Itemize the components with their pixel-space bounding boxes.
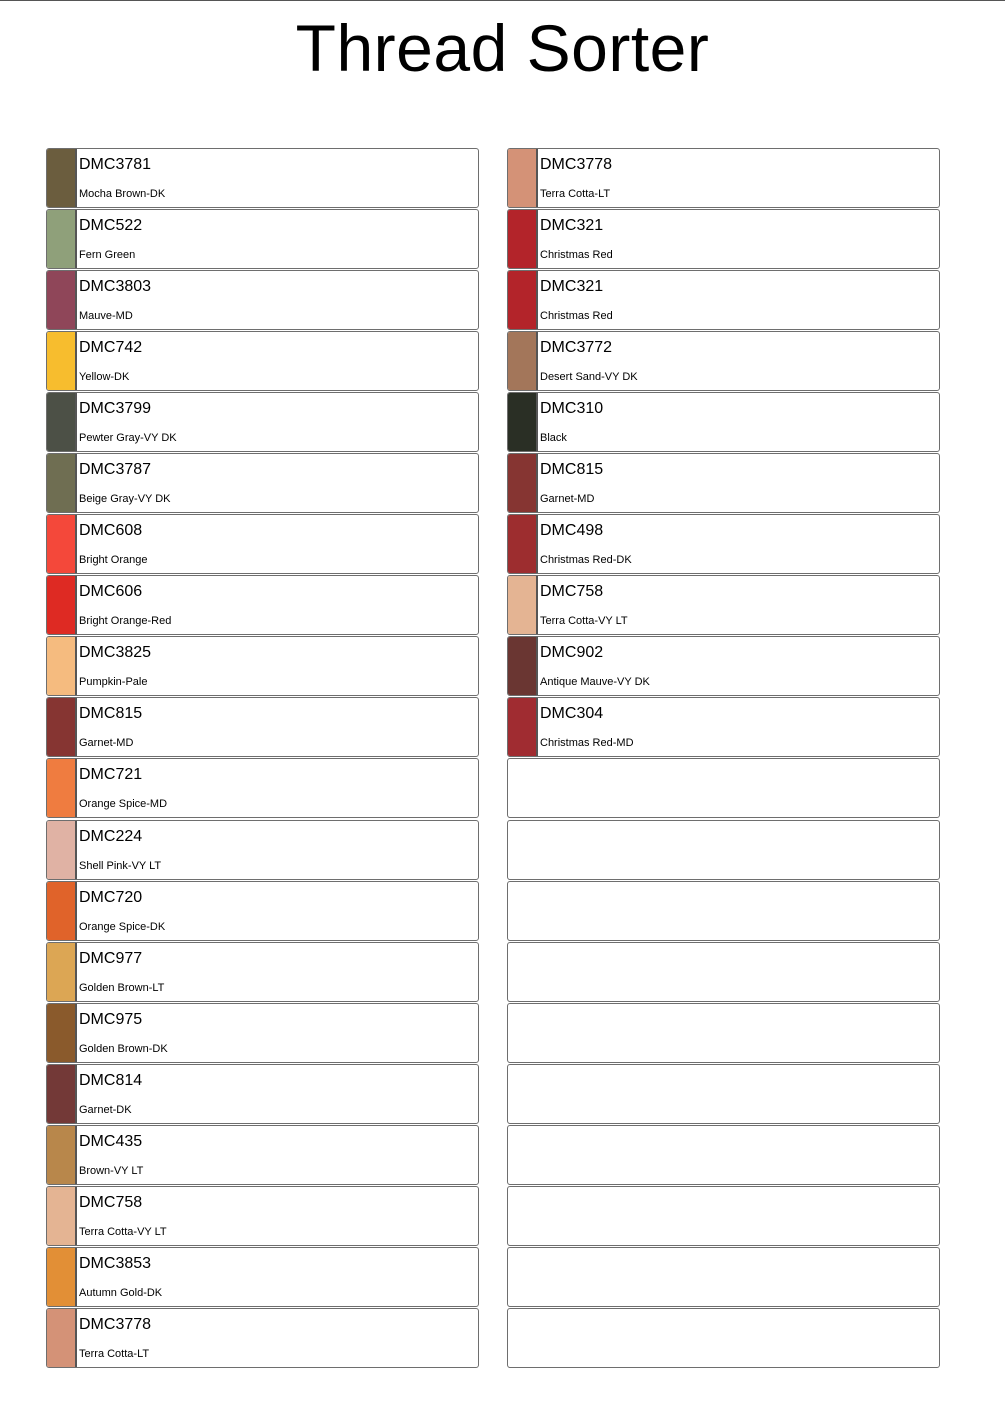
thread-label <box>77 454 478 512</box>
thread-code: DMC498 <box>540 522 604 540</box>
thread-name: Yellow-DK <box>79 371 130 384</box>
thread-color-swatch <box>47 393 77 451</box>
thread-name: Desert Sand-VY DK <box>540 371 638 384</box>
empty-thread-slot <box>507 1186 940 1246</box>
thread-color-swatch <box>47 1248 77 1306</box>
thread-slot <box>507 209 940 269</box>
thread-label <box>77 515 478 573</box>
thread-slot <box>507 575 940 635</box>
thread-color-swatch <box>508 698 538 756</box>
thread-color-swatch <box>508 576 538 634</box>
thread-color-swatch <box>47 515 77 573</box>
thread-slot <box>46 575 479 635</box>
thread-name: Beige Gray-VY DK <box>79 493 171 506</box>
thread-label <box>77 393 478 451</box>
thread-color-swatch <box>508 149 538 207</box>
thread-label <box>538 637 939 695</box>
thread-label <box>77 637 478 695</box>
thread-label <box>77 1065 478 1123</box>
thread-slot <box>507 270 940 330</box>
thread-code: DMC977 <box>79 949 143 967</box>
thread-list-right <box>507 148 940 1369</box>
thread-slot <box>46 1308 479 1368</box>
thread-slot <box>46 1247 479 1307</box>
thread-slot <box>507 453 940 513</box>
thread-color-swatch <box>508 515 538 573</box>
thread-code: DMC814 <box>79 1071 143 1089</box>
thread-label <box>77 882 478 940</box>
thread-slot <box>46 514 479 574</box>
thread-name: Christmas Red-DK <box>540 554 632 567</box>
thread-name: Antique Mauve-VY DK <box>540 676 650 689</box>
thread-slot <box>46 392 479 452</box>
thread-name: Terra Cotta-LT <box>540 188 611 200</box>
thread-slot <box>507 697 940 757</box>
empty-thread-slot <box>507 1064 940 1124</box>
thread-name: Terra Cotta-LT <box>79 1347 150 1360</box>
page-title: Thread Sorter <box>295 11 710 85</box>
thread-color-swatch <box>508 332 538 390</box>
thread-code: DMC3772 <box>540 339 613 357</box>
thread-name: Terra Cotta-VY LT <box>540 615 628 628</box>
thread-color-swatch <box>47 759 77 817</box>
thread-color-swatch <box>508 210 538 268</box>
thread-slot <box>46 881 479 941</box>
thread-label <box>77 576 478 634</box>
thread-label <box>77 332 478 390</box>
thread-name: Christmas Red <box>540 310 613 323</box>
thread-slot <box>46 1186 479 1246</box>
thread-slot <box>46 453 479 513</box>
thread-code: DMC902 <box>540 644 604 662</box>
thread-code: DMC758 <box>540 583 604 601</box>
thread-name: Pumpkin-Pale <box>79 676 148 689</box>
thread-name: Christmas Red <box>540 249 613 262</box>
thread-code: DMC742 <box>79 339 143 357</box>
thread-slot <box>507 392 940 452</box>
thread-color-swatch <box>47 882 77 940</box>
thread-color-swatch <box>508 393 538 451</box>
thread-slot <box>46 636 479 696</box>
thread-code: DMC321 <box>540 217 604 235</box>
empty-thread-slot <box>507 1003 940 1063</box>
thread-slot <box>507 331 940 391</box>
thread-slot <box>46 697 479 757</box>
empty-thread-slot <box>507 881 940 941</box>
thread-label <box>538 698 939 756</box>
thread-code: DMC3778 <box>79 1315 152 1333</box>
thread-label <box>77 1126 478 1184</box>
thread-slot <box>46 1064 479 1124</box>
thread-code: DMC522 <box>79 217 143 235</box>
thread-name: Bright Orange-Red <box>79 615 172 628</box>
thread-code: DMC435 <box>79 1132 143 1150</box>
thread-color-swatch <box>47 149 77 207</box>
thread-color-swatch <box>508 271 538 329</box>
thread-code: DMC975 <box>79 1010 143 1028</box>
thread-slot <box>46 942 479 1002</box>
empty-thread-slot <box>507 942 940 1002</box>
thread-name: Golden Brown-DK <box>79 1042 168 1055</box>
thread-name: Garnet-MD <box>540 493 595 506</box>
thread-slot <box>46 1003 479 1063</box>
thread-label <box>77 149 478 207</box>
thread-color-swatch <box>47 943 77 1001</box>
thread-list-left <box>46 148 479 1369</box>
thread-label <box>77 1004 478 1062</box>
thread-code: DMC3778 <box>540 156 613 173</box>
thread-slot <box>507 636 940 696</box>
thread-color-swatch <box>47 1126 77 1184</box>
empty-thread-slot <box>507 758 940 818</box>
thread-code: DMC815 <box>540 461 604 479</box>
thread-color-swatch <box>47 576 77 634</box>
thread-color-swatch <box>47 1004 77 1062</box>
thread-label <box>538 454 939 512</box>
thread-name: Christmas Red-MD <box>540 737 634 750</box>
thread-name: Orange Spice-DK <box>79 920 166 933</box>
thread-color-swatch <box>47 1065 77 1123</box>
thread-name: Autumn Gold-DK <box>79 1286 163 1299</box>
thread-color-swatch <box>47 821 77 879</box>
empty-thread-slot <box>507 1125 940 1185</box>
thread-code: DMC3799 <box>79 400 152 418</box>
thread-name: Mocha Brown-DK <box>79 188 166 200</box>
thread-name: Golden Brown-LT <box>79 981 165 994</box>
thread-code: DMC721 <box>79 766 143 784</box>
thread-name: Fern Green <box>79 249 136 262</box>
thread-code: DMC321 <box>540 278 604 296</box>
thread-name: Shell Pink-VY LT <box>79 859 162 872</box>
thread-label <box>77 1309 478 1367</box>
thread-color-swatch <box>47 698 77 756</box>
thread-label <box>538 332 939 390</box>
thread-name: Garnet-MD <box>79 737 134 750</box>
thread-slot <box>46 820 479 880</box>
thread-color-swatch <box>47 271 77 329</box>
thread-code: DMC3781 <box>79 156 152 173</box>
thread-code: DMC815 <box>79 705 143 723</box>
thread-code: DMC3853 <box>79 1254 152 1272</box>
thread-label <box>538 393 939 451</box>
thread-color-swatch <box>47 637 77 695</box>
thread-code: DMC224 <box>79 827 143 845</box>
thread-code: DMC758 <box>79 1193 143 1211</box>
thread-label <box>538 149 939 207</box>
empty-thread-slot <box>507 1308 940 1368</box>
thread-name: Brown-VY LT <box>79 1164 144 1177</box>
thread-label <box>77 210 478 268</box>
thread-code: DMC720 <box>79 888 143 906</box>
thread-name: Garnet-DK <box>79 1103 132 1116</box>
thread-slot <box>46 148 479 208</box>
thread-label <box>77 1248 478 1306</box>
thread-label <box>77 759 478 817</box>
thread-name: Terra Cotta-VY LT <box>79 1225 167 1238</box>
thread-name: Black <box>540 432 567 445</box>
thread-code: DMC3825 <box>79 644 152 662</box>
thread-color-swatch <box>47 332 77 390</box>
thread-code: DMC606 <box>79 583 143 601</box>
thread-color-swatch <box>47 454 77 512</box>
empty-thread-slot <box>507 1247 940 1307</box>
thread-code: DMC304 <box>540 705 604 723</box>
thread-label <box>77 1187 478 1245</box>
thread-label <box>538 271 939 329</box>
thread-name: Pewter Gray-VY DK <box>79 432 177 445</box>
thread-color-swatch <box>47 1309 77 1367</box>
thread-slot <box>507 514 940 574</box>
thread-slot <box>46 1125 479 1185</box>
thread-color-swatch <box>47 210 77 268</box>
thread-label <box>538 210 939 268</box>
thread-slot <box>46 209 479 269</box>
thread-name: Bright Orange <box>79 554 148 567</box>
thread-name: Mauve-MD <box>79 310 133 323</box>
thread-label <box>77 943 478 1001</box>
thread-label <box>77 271 478 329</box>
thread-label <box>77 821 478 879</box>
top-rule <box>0 0 1005 1</box>
thread-slot <box>46 758 479 818</box>
thread-label <box>77 698 478 756</box>
thread-slot <box>46 270 479 330</box>
thread-code: DMC3787 <box>79 461 152 479</box>
thread-label <box>538 576 939 634</box>
thread-slot <box>507 148 940 208</box>
thread-color-swatch <box>508 637 538 695</box>
thread-code: DMC608 <box>79 522 143 540</box>
thread-slot <box>46 331 479 391</box>
thread-code: DMC3803 <box>79 278 152 296</box>
thread-label <box>538 515 939 573</box>
thread-color-swatch <box>47 1187 77 1245</box>
thread-code: DMC310 <box>540 400 604 418</box>
thread-color-swatch <box>508 454 538 512</box>
thread-name: Orange Spice-MD <box>79 798 168 811</box>
empty-thread-slot <box>507 820 940 880</box>
